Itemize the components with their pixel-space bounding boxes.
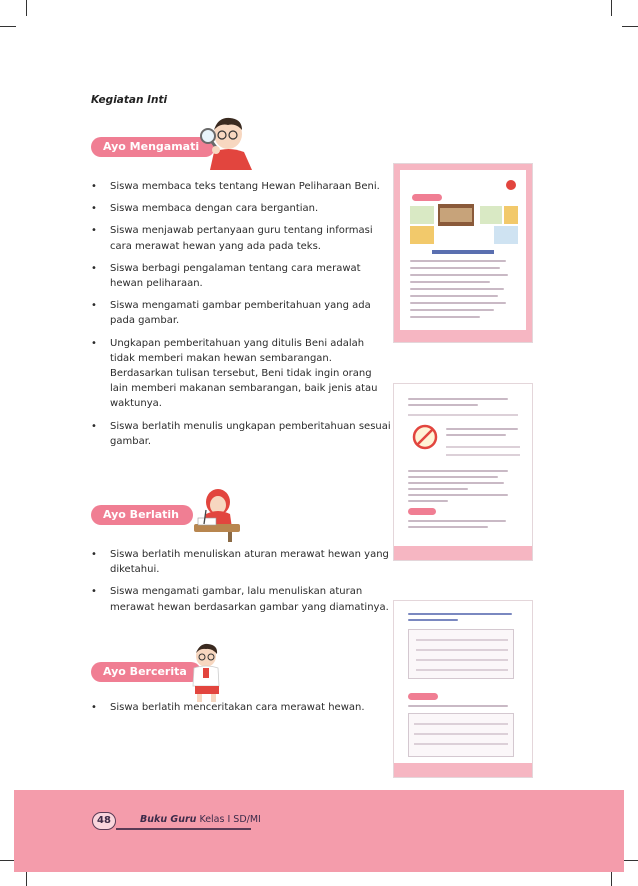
list-item: • Siswa berlatih menuliskan aturan merawat hewan yang diketahui. xyxy=(91,547,391,577)
mini-text-line xyxy=(410,281,490,283)
mini-text-line xyxy=(410,274,508,276)
mini-text-line xyxy=(410,288,504,290)
mini-answer-line xyxy=(414,723,508,725)
crop-mark xyxy=(611,0,612,16)
mini-text-line xyxy=(410,309,494,311)
page-number: 48 xyxy=(92,812,116,830)
mini-text-line xyxy=(408,482,504,484)
section-label-mengamati: Ayo Mengamati xyxy=(91,137,215,157)
crop-mark xyxy=(26,0,27,16)
mini-text-line xyxy=(410,267,500,269)
mini-text-line xyxy=(408,705,508,707)
list-item: • Siswa membaca teks tentang Hewan Peliharaan Beni. xyxy=(91,179,391,194)
section-label-berlatih: Ayo Berlatih xyxy=(91,505,193,525)
mini-text-line xyxy=(408,500,448,502)
crop-mark xyxy=(611,870,612,886)
page-corner-badge xyxy=(506,180,516,190)
book-title-main: Buku Guru xyxy=(140,814,197,825)
boy-talking-illustration xyxy=(186,642,228,704)
mini-text-line xyxy=(408,398,508,400)
list-item: • Siswa berlatih menceritakan cara merawat hewan. xyxy=(91,700,391,715)
girl-writing-illustration xyxy=(184,484,244,542)
mini-answer-box xyxy=(408,629,514,679)
bercerita-list xyxy=(91,700,391,722)
mini-answer-line xyxy=(414,733,508,735)
mini-text-line xyxy=(410,302,506,304)
mini-text-line xyxy=(408,470,508,472)
book-title-sub: Kelas I SD/MI xyxy=(199,814,261,825)
mengamati-list xyxy=(91,179,391,456)
mini-answer-line xyxy=(446,454,520,456)
mini-title-bar xyxy=(432,250,494,254)
page-heading: Kegiatan Inti xyxy=(91,94,168,106)
mini-text-line xyxy=(408,526,488,528)
student-book-thumbnail-3 xyxy=(393,600,533,778)
mini-answer-line xyxy=(416,669,508,671)
list-item: • Ungkapan pemberitahuan yang ditulis Beni adalah tidak memberi makan hewan sembarangan. Berdasarkan tulisan tersebut, Beni tidak ingin orang lain memberi makanan sembarangan, baik jenis atau waktunya. xyxy=(91,336,391,412)
list-item: • Siswa berlatih menulis ungkapan pemberitahuan sesuai gambar. xyxy=(91,419,391,449)
boy-magnifier-illustration xyxy=(196,114,258,172)
mini-answer-line xyxy=(446,446,520,448)
student-book-thumbnail-2 xyxy=(393,383,533,561)
mini-footer-strip xyxy=(394,763,532,777)
mini-text-line xyxy=(408,488,468,490)
mini-text-line xyxy=(408,619,458,621)
mini-section-pill xyxy=(408,508,436,515)
mini-answer-line xyxy=(416,639,508,641)
mini-answer-line xyxy=(414,743,508,745)
list-item: • Siswa membaca dengan cara bergantian. xyxy=(91,201,391,216)
crop-mark xyxy=(0,26,16,27)
mini-text-line xyxy=(410,316,480,318)
mini-text-line xyxy=(410,260,506,262)
mini-answer-line xyxy=(416,649,508,651)
mini-text-line xyxy=(408,520,506,522)
mini-answer-line xyxy=(416,659,508,661)
section-label-bercerita: Ayo Bercerita xyxy=(91,662,201,682)
crop-mark xyxy=(622,860,638,861)
list-item: • Siswa berbagi pengalaman tentang cara merawat hewan peliharaan. xyxy=(91,261,391,291)
mini-footer-strip xyxy=(394,546,532,560)
mini-text-line xyxy=(408,494,508,496)
list-item: • Siswa mengamati gambar, lalu menuliskan aturan merawat hewan berdasarkan gambar yang diamatinya. xyxy=(91,584,391,614)
mini-text-line xyxy=(408,404,478,406)
animal-pictures-thumbnail xyxy=(410,204,520,246)
crop-mark xyxy=(622,26,638,27)
list-item: • Siswa mengamati gambar pemberitahuan yang ada pada gambar. xyxy=(91,298,391,328)
mini-text-line xyxy=(408,476,498,478)
list-item: • Siswa menjawab pertanyaan guru tentang informasi cara merawat hewan yang ada pada teks. xyxy=(91,223,391,253)
mini-answer-line xyxy=(408,414,518,416)
book-title xyxy=(140,814,261,825)
page-footer xyxy=(14,790,624,872)
mini-text-line xyxy=(446,428,518,430)
footer-divider xyxy=(116,828,251,830)
mini-section-pill xyxy=(412,194,442,201)
mini-text-line xyxy=(408,613,512,615)
mini-text-line xyxy=(446,434,506,436)
berlatih-list xyxy=(91,547,391,622)
crop-mark xyxy=(26,870,27,886)
mini-text-line xyxy=(410,295,498,297)
student-book-thumbnail-1 xyxy=(393,163,533,343)
mini-section-pill xyxy=(408,693,438,700)
mini-answer-box xyxy=(408,713,514,757)
no-feeding-sign-icon xyxy=(412,424,438,450)
